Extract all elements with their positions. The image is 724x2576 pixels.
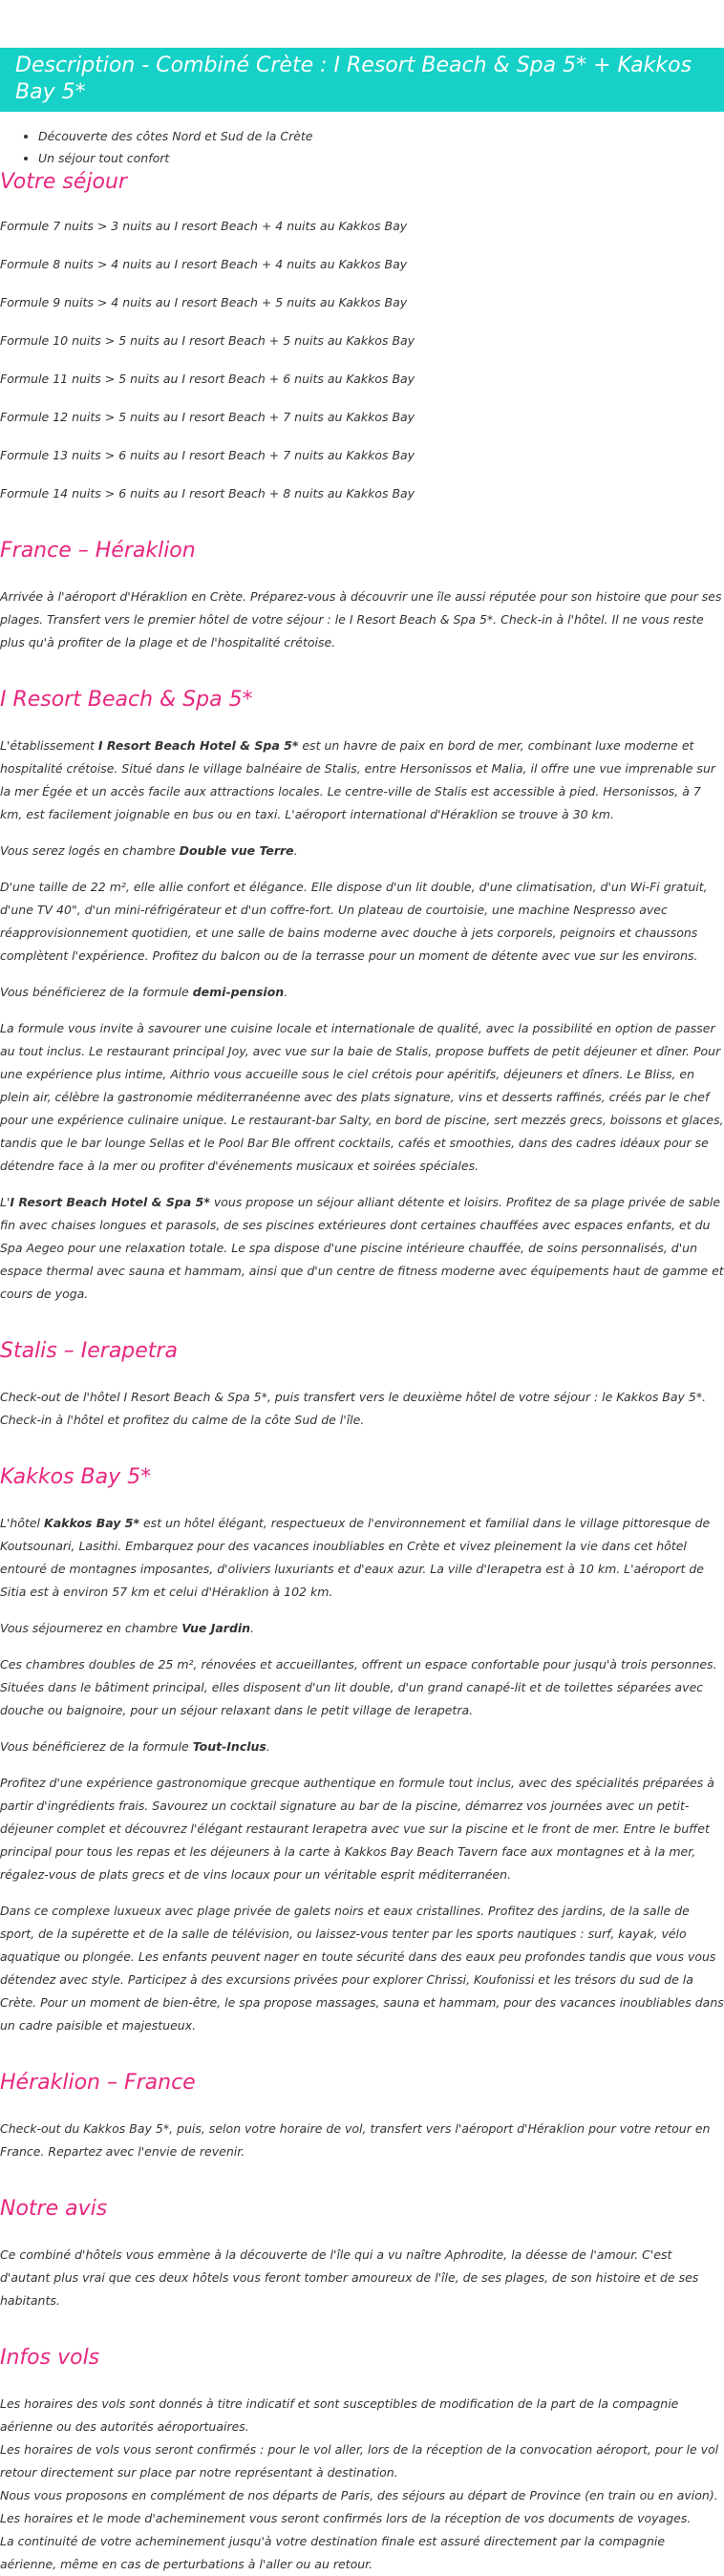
text: est un havre de paix en bord de mer, combinant luxe moderne et hospitalité crétoise. Situé dans le village balnéaire de Stalis, entre Hersonissos et Malia, il offre une vue imprenable sur la mer Égée et un accès facile aux attractions locales. Le centre-ville de Stalis est accessible à pied. Hersonissos, à 7 km, est facilement joignable en bus ou en taxi. L'aéroport international d'Héraklion se trouve à 30 km. xyxy=(0,738,716,821)
room-type xyxy=(0,1617,724,1640)
text: vous propose un séjour alliant détente et loisirs. Profitez de sa plage privée de sable fin avec chaises longues et parasols, de ses piscines extérieures dont certaines chauffées avec espaces enfants, et du Spa Aegeo pour une relaxation totale. Le spa dispose d'une piscine intérieure chauffée, de soins personnalisés, d'un espace thermal avec sauna et hammam, ainsi que d'un centre de fitness moderne avec équipements haut de gamme et cours de yoga. xyxy=(0,1195,724,1301)
section-heading: Notre avis xyxy=(0,2197,108,2221)
section-stalis xyxy=(0,1338,724,1432)
hotel-name: I Resort Beach Hotel & Spa 5* xyxy=(97,738,299,753)
board-type xyxy=(0,1735,724,1758)
text: est un hôtel élégant, respectueux de l'environnement et familial dans le village pittoresque de Koutsounari, Lasithi. Embarquez pour des vacances inoubliables en Crète et vivez pleinement la vie dans cet hôtel entouré de montagnes imposantes, d'oliviers luxuriants et d'eaux azur. La ville d'Ierapetra est à 10 km. L'aéroport de Sitia est à environ 57 km et celui d'Héraklion à 102 km. xyxy=(0,1516,711,1599)
formula-item: Formule 12 nuits > 5 nuits au I resort Beach + 7 nuits au Kakkos Bay xyxy=(0,410,415,424)
info-line: Nous vous proposons en complément de nos départs de Paris, des séjours au départ de Province (en train ou en avion). xyxy=(0,2488,718,2502)
room-description: Ces chambres doubles de 25 m², rénovées et accueillantes, offrent un espace confortable pour jusqu'à trois personnes. Situées dans le bâtiment principal, elles disposent d'un lit double, d'un grand canapé-lit et de toilettes séparées avec douche ou baignoire, pour un séjour relaxant dans le petit village de Ierapetra. xyxy=(0,1657,717,1717)
text: Vous bénéficierez de la formule xyxy=(0,1739,193,1754)
info-line: Les horaires de vols vous seront confirmés : pour le vol aller, lors de la réception de la convocation aéroport, pour le vol retour directement sur place par notre représentant à destination. xyxy=(0,2442,719,2480)
section-iresort xyxy=(0,687,724,1306)
formula-item: Formule 10 nuits > 5 nuits au I resort Beach + 5 nuits au Kakkos Bay xyxy=(0,333,415,348)
formula-item: Formule 13 nuits > 6 nuits au I resort Beach + 7 nuits au Kakkos Bay xyxy=(0,448,415,462)
board-type xyxy=(0,981,724,1004)
section-heading-sejour: Votre séjour xyxy=(0,170,127,194)
info-line: Les horaires des vols sont donnés à titre indicatif et sont susceptibles de modification de la part de la compagnie aérienne ou des autorités aéroportuaires. xyxy=(0,2396,679,2434)
formula-item: Formule 14 nuits > 6 nuits au I resort Beach + 8 nuits au Kakkos Bay xyxy=(0,486,415,500)
hotel-name: I Resort Beach Hotel & Spa 5* xyxy=(10,1195,210,1209)
info-line: La continuité de votre acheminement jusqu'à votre destination finale est assuré directement par la compagnie aérienne, même en cas de perturbations à l'aller ou au retour. xyxy=(0,2534,666,2571)
formula-list xyxy=(0,215,724,505)
section-heading: Infos vols xyxy=(0,2346,100,2370)
section-heading: I Resort Beach & Spa 5* xyxy=(0,688,253,712)
text: . xyxy=(284,985,288,999)
text: Vous bénéficierez de la formule xyxy=(0,985,193,999)
text: Vous séjournerez en chambre xyxy=(0,1621,182,1635)
text: . xyxy=(293,843,298,858)
section-avis xyxy=(0,2196,724,2312)
section-france-heraklion xyxy=(0,538,724,654)
section-infos-vols xyxy=(0,2345,724,2576)
section-kakkos xyxy=(0,1464,724,2037)
board-name: Tout-Inclus xyxy=(192,1739,266,1754)
section-heading: France – Héraklion xyxy=(0,539,196,563)
list-item: • Découverte des côtes Nord et Sud de la Crète xyxy=(38,125,724,147)
leisure-description xyxy=(0,1191,724,1306)
text: Vous serez logés en chambre xyxy=(0,843,180,858)
formula-item: Formule 11 nuits > 5 nuits au I resort Beach + 6 nuits au Kakkos Bay xyxy=(0,372,415,386)
board-name: demi-pension xyxy=(192,985,285,999)
formula-item: Formule 8 nuits > 4 nuits au I resort Beach + 4 nuits au Kakkos Bay xyxy=(0,257,408,271)
dining-description: La formule vous invite à savourer une cuisine locale et internationale de qualité, avec la possibilité en option de passer au tout inclus. Le restaurant principal Joy, avec vue sur la baie de Stalis, propose buffets de petit déjeuner et dîner. Pour une expérience plus intime, Aithrio vous accueille sous le ciel crétois pour apéritifs, déjeuners et dîners. Le Bliss, en plein air, célèbre la gastronomie méditerranéenne avec des plats signature, vins et desserts raffinés, créés par le chef pour une expérience culinaire unique. Le restaurant-bar Salty, en bord de piscine, sert mezzés grecs, boissons et glaces, tandis que le bar lounge Sellas et le Pool Bar Ble offrent cocktails, cafés et smoothies, dans des cadres idéaux pour se détendre face à la mer ou profiter d'événements musicaux et soirées spéciales. xyxy=(0,1021,724,1173)
text: L'établissement xyxy=(0,738,98,753)
section-heraklion-france xyxy=(0,2070,724,2163)
hotel-intro xyxy=(0,1512,724,1604)
leisure-description: Dans ce complexe luxueux avec plage privée de galets noirs et eaux cristallines. Profitez des jardins, de la salle de sport, de la supérette et de la salle de télévision, ou laissez-vous tenter par les sports nautiques : surf, kayak, vélo aquatique ou plongée. Les enfants peuvent nager en toute sécurité dans des eaux peu profondes tandis que vous vous détendez avec style. Participez à des excursions privées pour explorer Chrissi, Koufonissi et les trésors du sud de la Crète. Pour un moment de bien-être, le spa propose massages, sauna et hammam, pour des vacances inoubliables dans un cadre paisible et majestueux. xyxy=(0,1904,724,2033)
text: L' xyxy=(0,1195,11,1209)
room-name: Double vue Terre xyxy=(179,843,294,858)
section-heading: Stalis – Ierapetra xyxy=(0,1339,178,1363)
formula-item: Formule 7 nuits > 3 nuits au I resort Beach + 4 nuits au Kakkos Bay xyxy=(0,219,408,233)
room-type xyxy=(0,840,724,862)
section-heading: Kakkos Bay 5* xyxy=(0,1465,152,1489)
section-text: Arrivée à l'aéroport d'Héraklion en Crète. Préparez-vous à découvrir une île aussi réputée pour son histoire que pour ses plages. Transfert vers le premier hôtel de votre séjour : le I Resort Beach & Spa 5*. Check-in à l'hôtel. Il ne vous reste plus qu'à profiter de la plage et de l'hospitalité crétoise. xyxy=(0,589,722,649)
room-description: D'une taille de 22 m², elle allie confort et élégance. Elle dispose d'un lit double, d'une climatisation, d'un Wi-Fi gratuit, d'une TV 40", d'un mini-réfrigérateur et d'un coffre-fort. Un plateau de courtoisie, une machine Nespresso avec réapprovisionnement quotidien, et une salle de bains moderne avec douche à jets corporels, peignoirs et chaussons complètent l'expérience. Profitez du balcon ou de la terrasse pour un moment de détente avec vue sur les environs. xyxy=(0,880,708,963)
text: . xyxy=(250,1621,255,1635)
text: L'hôtel xyxy=(0,1516,45,1530)
section-text: Ce combiné d'hôtels vous emmène à la découverte de l'île qui a vu naître Aphrodite, la déesse de l'amour. C'est d'autant plus vrai que ces deux hôtels vous feront tomber amoureux de l'île, de ses plages, de son histoire et de ses habitants. xyxy=(0,2247,699,2308)
highlights-list xyxy=(0,125,724,169)
section-heading: Héraklion – France xyxy=(0,2071,196,2095)
list-item: • Un séjour tout confort xyxy=(38,147,724,169)
description-title-bar: Description - Combiné Crète : I Resort Beach & Spa 5* + Kakkos Bay 5* xyxy=(0,48,724,112)
hotel-intro xyxy=(0,734,724,826)
main-content xyxy=(0,169,724,2576)
section-text: Check-out de l'hôtel I Resort Beach & Spa 5*, puis transfert vers le deuxième hôtel de votre séjour : le Kakkos Bay 5*. Check-in à l'hôtel et profitez du calme de la côte Sud de l'île. xyxy=(0,1390,707,1427)
hotel-name: Kakkos Bay 5* xyxy=(44,1516,140,1530)
text: . xyxy=(266,1739,270,1754)
room-name: Vue Jardin xyxy=(181,1621,251,1635)
formula-item: Formule 9 nuits > 4 nuits au I resort Beach + 5 nuits au Kakkos Bay xyxy=(0,295,408,309)
dining-description: Profitez d'une expérience gastronomique grecque authentique en formule tout inclus, avec des spécialités préparées à partir d'ingrédients frais. Savourez un cocktail signature au bar de la piscine, démarrez vos journées avec un petit-déjeuner complet et découvrez l'élégant restaurant Ierapetra avec vue sur la piscine et le front de mer. Entre le buffet principal pour tous les repas et les déjeuners à la carte à Kakkos Bay Beach Tavern face aux montagnes et à la mer, régalez-vous de plats grecs et de vins locaux pour un véritable esprit méditerranéen. xyxy=(0,1776,714,1882)
info-line: Les horaires et le mode d'acheminement vous seront confirmés lors de la réception de vos documents de voyages. xyxy=(0,2511,692,2525)
section-text: Check-out du Kakkos Bay 5*, puis, selon votre horaire de vol, transfert vers l'aéroport d'Héraklion pour votre retour en France. Repartez avec l'envie de revenir. xyxy=(0,2121,711,2159)
